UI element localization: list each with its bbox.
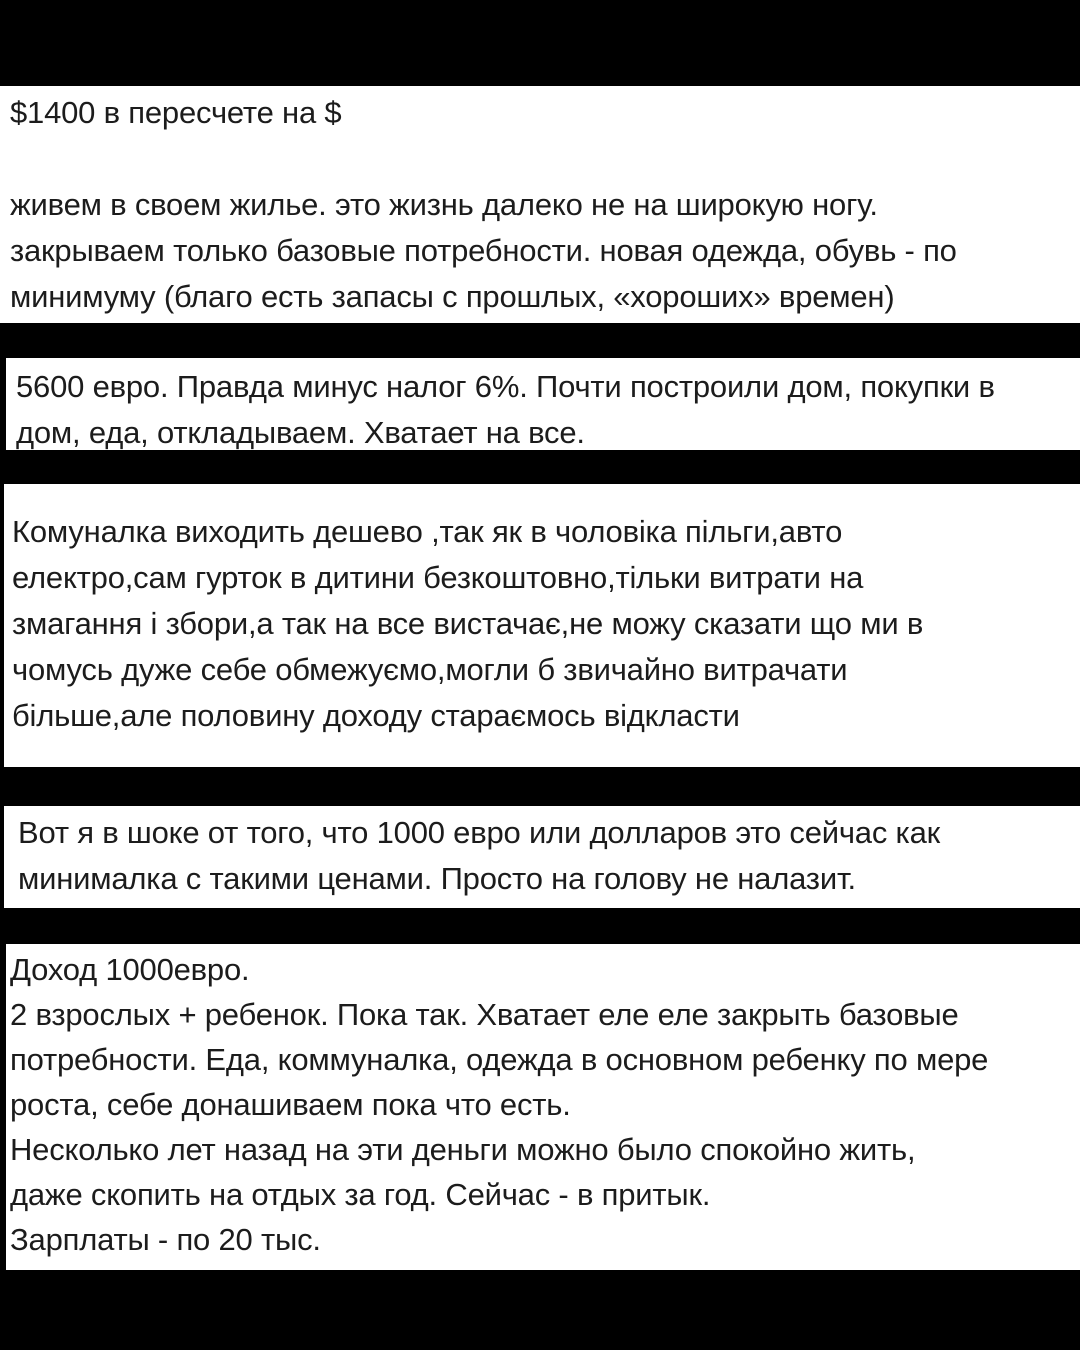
comment-3-line-1: Комуналка виходить дешево ,так як в чоловіка пільги,авто <box>12 514 843 549</box>
comment-4-line-2: минималка с такими ценами. Просто на голову не налазит. <box>18 861 856 896</box>
comment-3-line-3: змагання і збори,а так на все вистачає,не можу сказати що ми в <box>12 606 924 641</box>
comment-5-line-7: Зарплаты - по 20 тыс. <box>10 1222 321 1257</box>
comment-5-line-1: Доход 1000евро. <box>10 952 250 987</box>
comment-1-line-3: живем в своем жилье. это жизнь далеко не на широкую ногу. <box>10 187 878 222</box>
comment-1-line-5: минимуму (благо есть запасы с прошлых, «хороших» времен) <box>10 279 895 314</box>
comment-1-line-1: $1400 в пересчете на $ <box>10 95 342 130</box>
comment-4-line-1: Вот я в шоке от того, что 1000 евро или долларов это сейчас как <box>18 815 941 850</box>
comment-card-3 <box>4 484 1080 767</box>
comment-5-line-2: 2 взрослых + ребенок. Пока так. Хватает еле еле закрыть базовые <box>10 997 959 1032</box>
comment-3-line-5: більше,але половину доходу стараємось відкласти <box>12 698 740 733</box>
comment-5-line-3: потребности. Еда, коммуналка, одежда в основном ребенку по мере <box>10 1042 989 1077</box>
comment-1-blank-line <box>10 136 1080 182</box>
comment-card-4 <box>4 806 1080 908</box>
comment-5-line-4: роста, себе донашиваем пока что есть. <box>10 1087 571 1122</box>
comment-3-line-4: чомусь дуже себе обмежуємо,могли б звичайно витрачати <box>12 652 848 687</box>
comment-card-2 <box>6 358 1080 450</box>
comment-5-line-5: Несколько лет назад на эти деньги можно было спокойно жить, <box>10 1132 916 1167</box>
comment-5-line-6: даже скопить на отдых за год. Сейчас - в притык. <box>10 1177 711 1212</box>
comment-3-line-2: електро,сам гурток в дитини безкоштовно,тільки витрати на <box>12 560 864 595</box>
comment-card-1 <box>0 86 1080 323</box>
comment-2-line-1: 5600 евро. Правда минус налог 6%. Почти построили дом, покупки в <box>16 369 995 404</box>
comment-2-line-2: дом, еда, откладываем. Хватает на все. <box>16 415 585 450</box>
comment-card-5 <box>6 944 1080 1270</box>
comment-1-line-4: закрываем только базовые потребности. новая одежда, обувь - по <box>10 233 957 268</box>
